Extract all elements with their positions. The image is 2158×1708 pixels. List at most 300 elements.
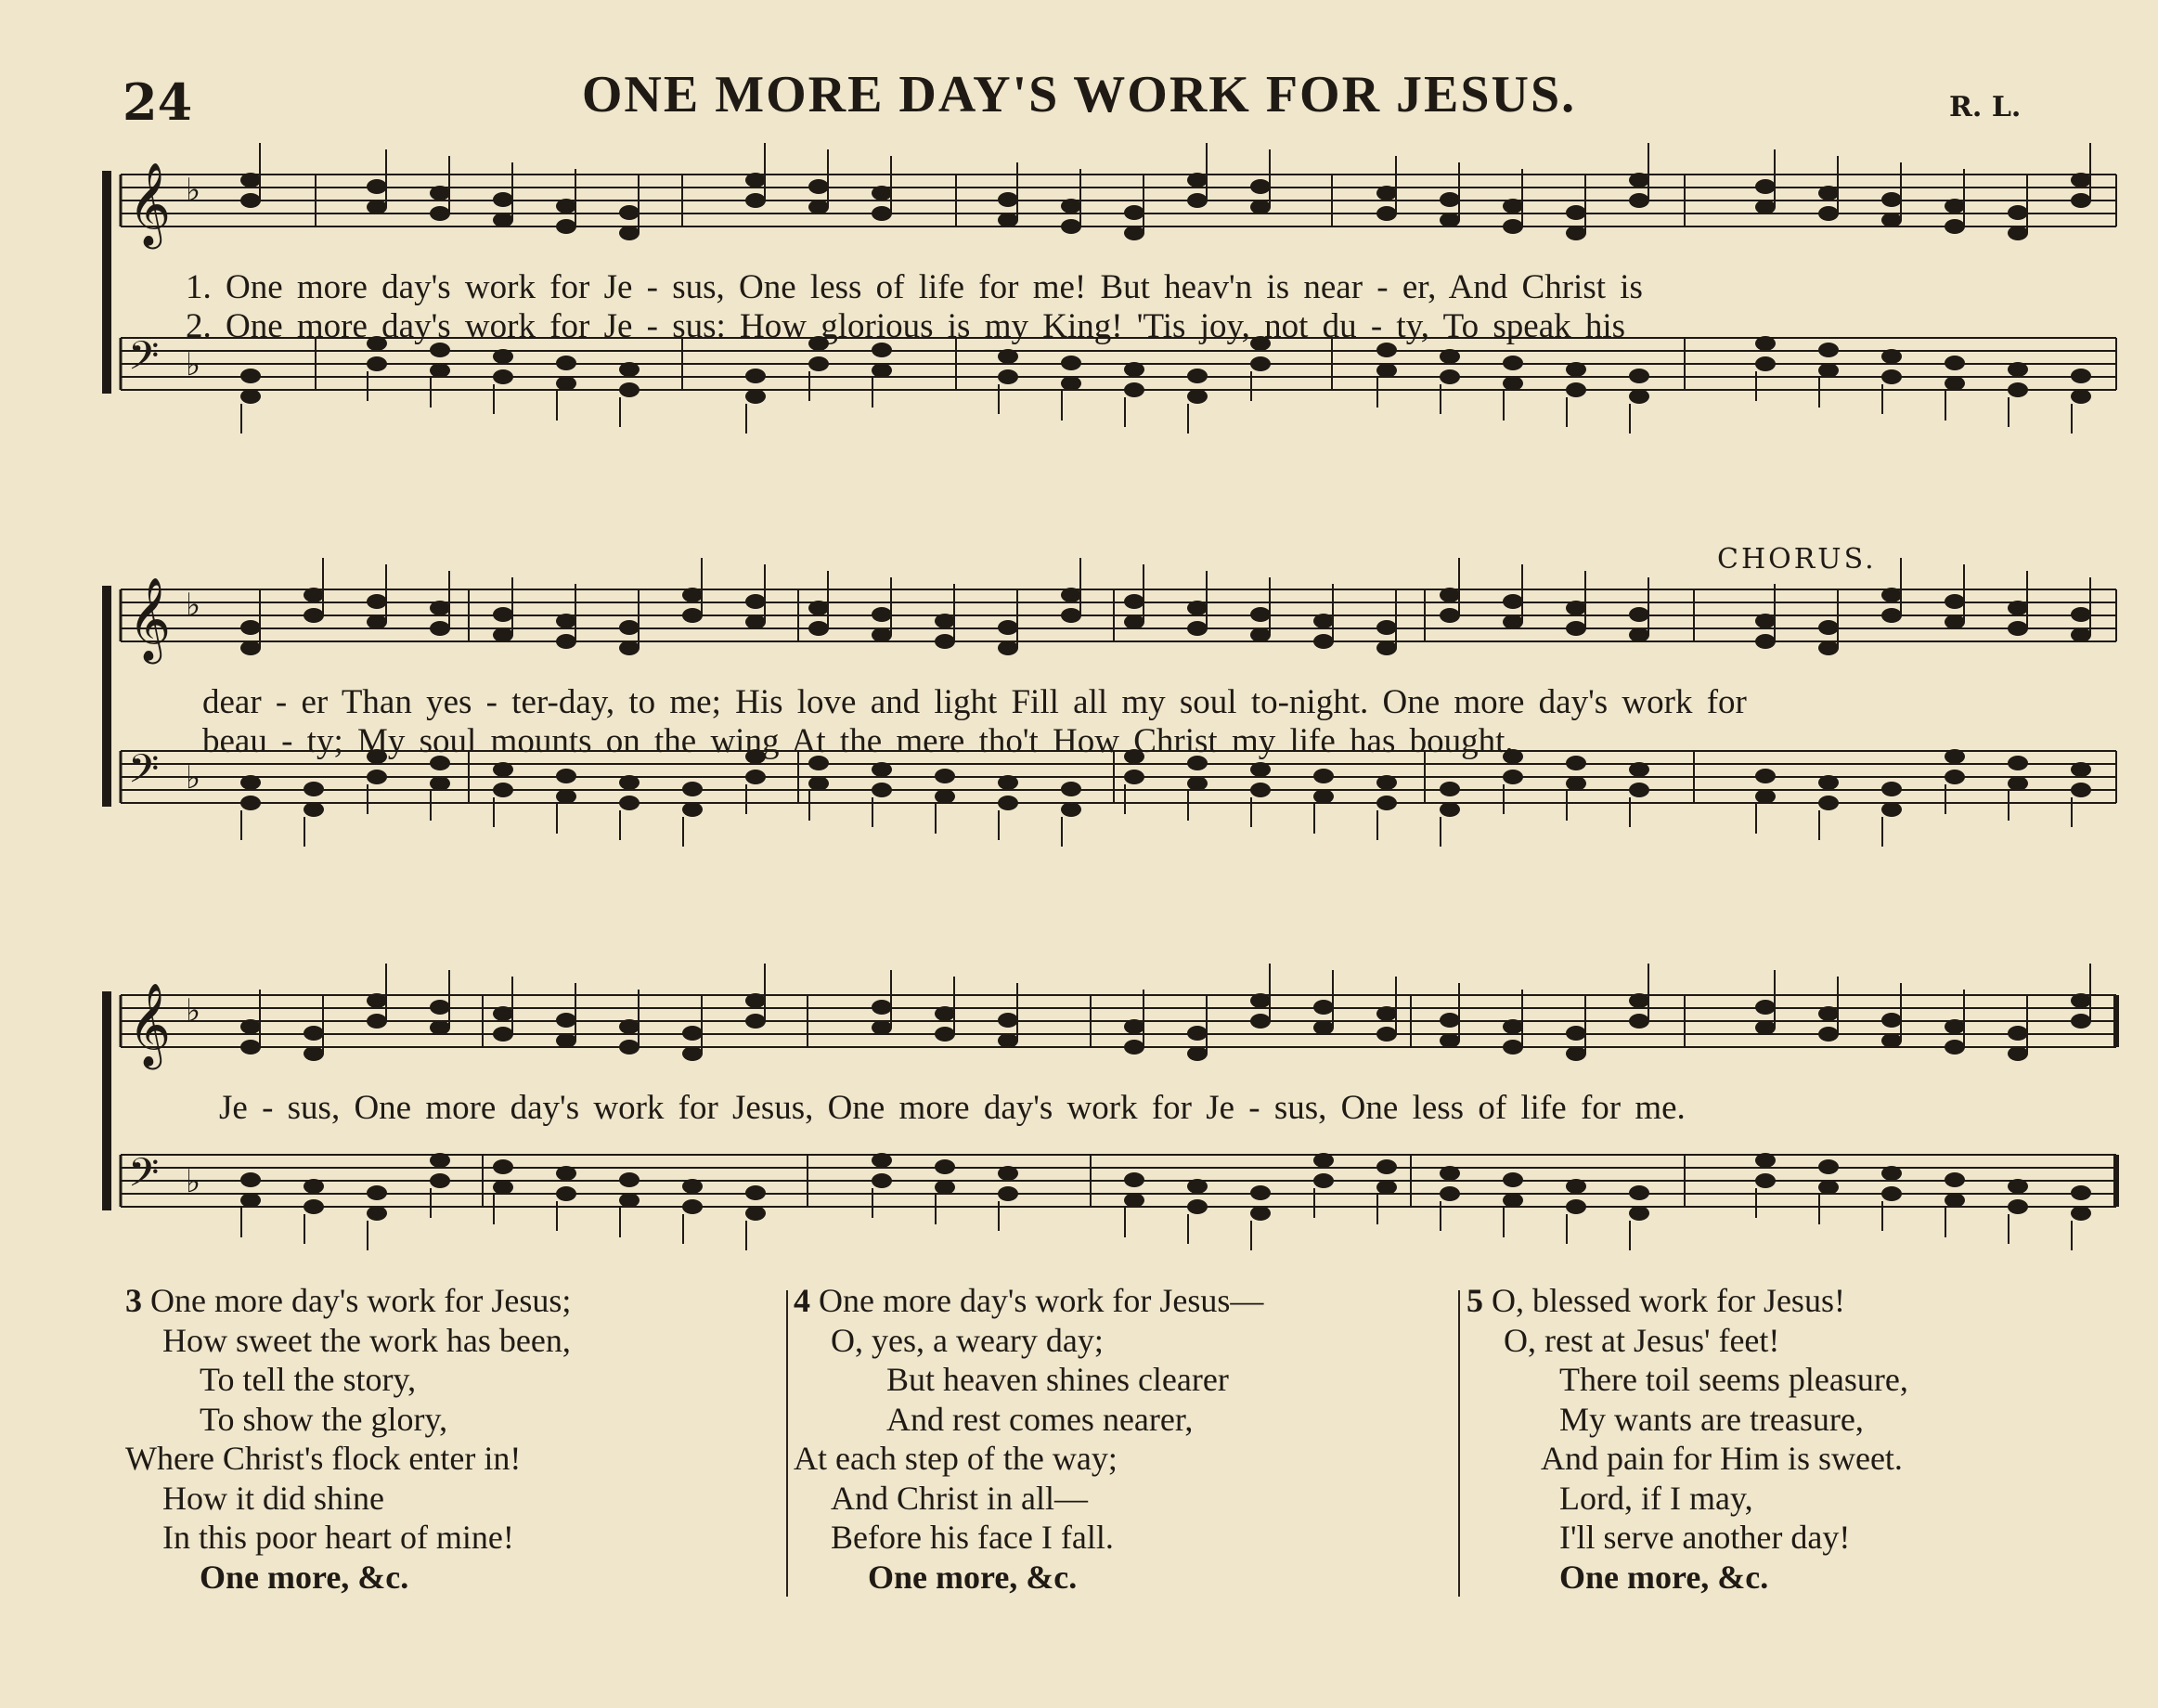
note-head — [2071, 193, 2091, 208]
note-head — [1250, 762, 1271, 777]
note-head — [304, 1179, 324, 1194]
note-head — [619, 382, 640, 397]
note-head — [1440, 1186, 1460, 1201]
stanza-line: O, blessed work for Jesus! — [1492, 1282, 1845, 1319]
note-head — [619, 640, 640, 655]
flat-icon: ♭ — [186, 992, 201, 1029]
note-head — [808, 621, 829, 636]
stanza-line: And pain for Him is sweet. — [1541, 1440, 1903, 1477]
note-head — [1187, 1026, 1208, 1041]
note-head — [1440, 213, 1460, 227]
note-head — [1881, 1033, 1902, 1048]
note-head — [430, 1020, 450, 1035]
note-head — [240, 1172, 261, 1187]
lyric-line-system1-verse1: 1. One more day's work for Je - sus, One less of life for me! But heav'n is near - er, And Christ is — [186, 268, 1643, 306]
stanza-line: To show the glory, — [200, 1400, 448, 1438]
note-head — [1818, 1006, 1839, 1021]
note-head — [998, 369, 1018, 384]
note-head — [1566, 205, 1586, 220]
note-head — [2008, 621, 2028, 636]
note-head — [1755, 1153, 1776, 1168]
note-head — [1755, 1000, 1776, 1015]
note-head — [1061, 782, 1081, 796]
note-head — [1376, 1027, 1397, 1042]
flat-icon: ♭ — [186, 1163, 201, 1200]
note-head — [1376, 206, 1397, 221]
note-head — [1440, 349, 1460, 364]
note-head — [1376, 186, 1397, 201]
note-head — [1629, 1014, 1649, 1029]
stanza-line: But heaven shines clearer — [886, 1361, 1229, 1398]
note-head — [745, 993, 766, 1008]
note-head — [998, 775, 1018, 790]
note-head — [1250, 1185, 1271, 1200]
note-head — [2071, 1014, 2091, 1029]
note-head — [808, 776, 829, 791]
note-head — [1755, 614, 1776, 628]
note-head — [556, 356, 576, 370]
note-head — [2008, 1046, 2028, 1061]
note-head — [1250, 179, 1271, 194]
note-head — [619, 620, 640, 635]
note-head — [1818, 1027, 1839, 1042]
note-head — [240, 369, 261, 383]
note-head — [619, 362, 640, 377]
stanza-number: 3 — [125, 1282, 142, 1319]
note-head — [2071, 628, 2091, 642]
note-head — [745, 1206, 766, 1221]
note-head — [1629, 193, 1649, 208]
note-head — [1566, 621, 1586, 636]
note-head — [2008, 382, 2028, 397]
note-head — [619, 1040, 640, 1055]
note-head — [808, 601, 829, 615]
note-head — [2071, 1185, 2091, 1200]
note-head — [1376, 775, 1397, 790]
note-head — [682, 802, 703, 817]
note-head — [2008, 776, 2028, 791]
note-head — [1503, 1040, 1523, 1055]
note-head — [808, 179, 829, 194]
note-head — [745, 615, 766, 629]
note-head — [304, 802, 324, 817]
note-head — [430, 621, 450, 636]
note-head — [1629, 993, 1649, 1008]
note-head — [808, 200, 829, 214]
stanza-line: O, yes, a weary day; — [831, 1321, 1104, 1359]
note-head — [1061, 199, 1081, 214]
note-head — [1755, 356, 1776, 371]
note-head — [2008, 756, 2028, 770]
note-head — [240, 1019, 261, 1034]
note-head — [2071, 993, 2091, 1008]
note-head — [1629, 173, 1649, 188]
note-head — [1503, 1172, 1523, 1187]
note-head — [1881, 1013, 1902, 1028]
note-head — [1629, 628, 1649, 642]
stanza-line: One more, &c. — [1559, 1558, 1769, 1596]
note-head — [1881, 782, 1902, 796]
note-head — [1945, 615, 1965, 629]
stanza-3 — [125, 1281, 571, 1597]
note-head — [1945, 376, 1965, 391]
note-head — [556, 219, 576, 234]
note-head — [1440, 369, 1460, 384]
note-head — [1503, 376, 1523, 391]
note-head — [1881, 349, 1902, 364]
note-head — [367, 200, 387, 214]
note-head — [1313, 1000, 1334, 1015]
note-head — [240, 1193, 261, 1208]
note-head — [1250, 356, 1271, 371]
note-head — [745, 193, 766, 208]
note-head — [367, 594, 387, 609]
note-head — [1440, 1166, 1460, 1181]
note-head — [998, 349, 1018, 364]
note-head — [1629, 783, 1649, 797]
note-head — [1376, 363, 1397, 378]
note-head — [1503, 1193, 1523, 1208]
note-head — [1755, 769, 1776, 783]
note-head — [556, 769, 576, 783]
note-head — [1061, 219, 1081, 234]
note-head — [872, 628, 892, 642]
note-head — [619, 226, 640, 240]
stanza-line: There toil seems pleasure, — [1559, 1361, 1908, 1398]
page-title: ONE MORE DAY'S WORK FOR JESUS. — [581, 66, 1577, 123]
note-head — [619, 1193, 640, 1208]
note-head — [1629, 369, 1649, 383]
note-head — [1503, 356, 1523, 370]
note-head — [1818, 775, 1839, 790]
note-head — [2071, 607, 2091, 622]
note-head — [1187, 369, 1208, 383]
note-head — [1250, 607, 1271, 622]
note-head — [1945, 356, 1965, 370]
note-head — [1566, 1179, 1586, 1194]
note-head — [240, 775, 261, 790]
note-head — [2008, 1199, 2028, 1214]
note-head — [493, 1180, 513, 1195]
stanza-line: Lord, if I may, — [1559, 1479, 1753, 1517]
note-head — [1818, 363, 1839, 378]
note-head — [872, 762, 892, 777]
note-head — [1566, 601, 1586, 615]
note-head — [1755, 200, 1776, 214]
note-head — [1187, 1199, 1208, 1214]
note-head — [1818, 620, 1839, 635]
note-head — [240, 389, 261, 404]
note-head — [1945, 219, 1965, 234]
note-head — [556, 376, 576, 391]
note-head — [1124, 1019, 1144, 1034]
note-head — [935, 769, 955, 783]
additional-stanzas — [116, 1281, 2065, 1615]
note-head — [1313, 1153, 1334, 1168]
note-head — [240, 1040, 261, 1055]
note-head — [2008, 226, 2028, 240]
note-head — [1061, 376, 1081, 391]
stanza-line: I'll serve another day! — [1559, 1519, 1851, 1556]
note-head — [1187, 193, 1208, 208]
flat-icon: ♭ — [186, 172, 201, 209]
note-head — [1566, 382, 1586, 397]
note-head — [872, 1000, 892, 1015]
note-head — [1881, 608, 1902, 623]
note-head — [2008, 362, 2028, 377]
note-head — [1250, 783, 1271, 797]
note-head — [1818, 1159, 1839, 1174]
note-head — [682, 782, 703, 796]
note-head — [430, 186, 450, 201]
note-head — [1376, 1006, 1397, 1021]
note-head — [2071, 783, 2091, 797]
lyric-line-system2-verse1: dear - er Than yes - ter-day, to me; His love and light Fill all my soul to-night. One more day's work for — [202, 683, 1747, 721]
note-head — [1566, 226, 1586, 240]
note-head — [1503, 770, 1523, 784]
stanza-line: My wants are treasure, — [1559, 1400, 1864, 1438]
note-head — [1818, 186, 1839, 201]
note-head — [493, 762, 513, 777]
note-head — [1313, 769, 1334, 783]
note-head — [1313, 789, 1334, 804]
note-head — [935, 789, 955, 804]
stanza-5 — [1467, 1281, 1908, 1597]
note-head — [2008, 205, 2028, 220]
note-head — [1061, 608, 1081, 623]
note-head — [1124, 1193, 1144, 1208]
flat-icon: ♭ — [186, 346, 201, 383]
note-head — [1061, 588, 1081, 602]
note-head — [872, 783, 892, 797]
note-head — [1945, 1193, 1965, 1208]
note-head — [1755, 789, 1776, 804]
note-head — [1440, 782, 1460, 796]
stanza-line: One more, &c. — [200, 1558, 409, 1596]
stanza-line: In this poor heart of mine! — [162, 1519, 514, 1556]
note-head — [1881, 588, 1902, 602]
note-head — [430, 206, 450, 221]
note-head — [745, 594, 766, 609]
note-head — [1881, 192, 1902, 207]
note-head — [1818, 640, 1839, 655]
note-head — [493, 607, 513, 622]
note-head — [682, 1179, 703, 1194]
stanza-line: And rest comes nearer, — [886, 1400, 1194, 1438]
note-head — [1124, 362, 1144, 377]
note-head — [1881, 213, 1902, 227]
note-head — [745, 389, 766, 404]
note-head — [1945, 594, 1965, 609]
note-head — [240, 173, 261, 188]
stanza-line: One more day's work for Jesus— — [819, 1282, 1264, 1319]
note-head — [1376, 1180, 1397, 1195]
note-head — [1061, 356, 1081, 370]
note-head — [1187, 1179, 1208, 1194]
flat-icon: ♭ — [186, 587, 201, 624]
note-head — [240, 193, 261, 208]
note-head — [556, 614, 576, 628]
note-head — [619, 1019, 640, 1034]
treble-clef-icon: 𝄞 — [128, 577, 172, 661]
note-head — [1187, 621, 1208, 636]
note-head — [430, 1173, 450, 1188]
note-head — [304, 608, 324, 623]
note-head — [1629, 1206, 1649, 1221]
note-head — [1818, 206, 1839, 221]
note-head — [556, 199, 576, 214]
note-head — [1818, 343, 1839, 357]
note-head — [1250, 628, 1271, 642]
note-head — [998, 213, 1018, 227]
note-head — [430, 601, 450, 615]
note-head — [493, 628, 513, 642]
note-head — [682, 1046, 703, 1061]
note-head — [1945, 1172, 1965, 1187]
note-head — [1376, 640, 1397, 655]
note-head — [935, 1027, 955, 1042]
note-head — [1818, 1180, 1839, 1195]
note-head — [1881, 802, 1902, 817]
note-head — [304, 1199, 324, 1214]
note-head — [1945, 1040, 1965, 1055]
note-head — [556, 1186, 576, 1201]
note-head — [1187, 389, 1208, 404]
note-head — [1313, 614, 1334, 628]
note-head — [493, 213, 513, 227]
note-head — [682, 588, 703, 602]
note-head — [1881, 1186, 1902, 1201]
bass-clef-icon: 𝄢 — [128, 333, 160, 389]
system-bracket — [102, 991, 111, 1210]
note-head — [1629, 607, 1649, 622]
note-head — [1250, 1206, 1271, 1221]
flat-icon: ♭ — [186, 759, 201, 796]
note-head — [619, 1172, 640, 1187]
note-head — [367, 770, 387, 784]
note-head — [1503, 1019, 1523, 1034]
note-head — [745, 1185, 766, 1200]
note-head — [1503, 219, 1523, 234]
stanza-line: Before his face I fall. — [831, 1519, 1114, 1556]
note-head — [1250, 1014, 1271, 1029]
note-head — [935, 1180, 955, 1195]
note-head — [304, 1046, 324, 1061]
note-head — [1250, 200, 1271, 214]
note-head — [556, 1033, 576, 1048]
note-head — [2071, 173, 2091, 188]
note-head — [430, 1153, 450, 1168]
note-head — [1124, 615, 1144, 629]
note-head — [1124, 382, 1144, 397]
bass-clef-icon: 𝄢 — [128, 746, 160, 802]
bass-clef-icon: 𝄢 — [128, 1150, 160, 1206]
note-head — [682, 1199, 703, 1214]
note-head — [619, 205, 640, 220]
note-head — [556, 1166, 576, 1181]
note-head — [1629, 389, 1649, 404]
lyric-line-system1-verse2: 2. One more day's work for Je - sus: How glorious is my King! 'Tis joy, not du - ty, To speak his — [186, 307, 1626, 345]
stanza-line: At each step of the way; — [794, 1440, 1118, 1477]
note-head — [1313, 634, 1334, 649]
note-head — [1124, 770, 1144, 784]
note-head — [367, 615, 387, 629]
note-head — [493, 369, 513, 384]
note-head — [1945, 770, 1965, 784]
note-head — [1566, 776, 1586, 791]
note-head — [935, 1159, 955, 1174]
stanza-number: 4 — [794, 1282, 810, 1319]
column-divider — [786, 1290, 788, 1597]
note-head — [1566, 1199, 1586, 1214]
note-head — [2071, 369, 2091, 383]
note-head — [2071, 762, 2091, 777]
note-head — [2071, 1206, 2091, 1221]
author-initials: R. L. — [1949, 91, 2022, 123]
note-head — [1818, 796, 1839, 810]
note-head — [430, 776, 450, 791]
treble-clef-icon: 𝄞 — [128, 162, 172, 246]
note-head — [1187, 173, 1208, 188]
note-head — [998, 192, 1018, 207]
stanza-line: And Christ in all— — [831, 1479, 1088, 1517]
note-head — [998, 1166, 1018, 1181]
lyric-line-system3-verse1: Je - sus, One more day's work for Jesus, One more day's work for Je - sus, One less of life for me. — [219, 1089, 1686, 1127]
note-head — [556, 789, 576, 804]
note-head — [430, 363, 450, 378]
note-head — [1755, 1020, 1776, 1035]
note-head — [2071, 389, 2091, 404]
note-head — [493, 1027, 513, 1042]
note-head — [1503, 615, 1523, 629]
stanza-line: O, rest at Jesus' feet! — [1504, 1321, 1780, 1359]
note-head — [493, 1159, 513, 1174]
note-head — [1124, 1172, 1144, 1187]
note-head — [1440, 1033, 1460, 1048]
note-head — [1629, 762, 1649, 777]
note-head — [935, 614, 955, 628]
note-head — [872, 363, 892, 378]
note-head — [872, 206, 892, 221]
stanza-line: How it did shine — [162, 1479, 384, 1517]
note-head — [872, 1153, 892, 1168]
note-head — [493, 783, 513, 797]
note-head — [1124, 226, 1144, 240]
note-head — [240, 796, 261, 810]
note-head — [1566, 362, 1586, 377]
note-head — [367, 1206, 387, 1221]
treble-clef-icon: 𝄞 — [128, 983, 172, 1067]
note-head — [1440, 192, 1460, 207]
note-head — [367, 356, 387, 371]
system-bracket — [102, 171, 111, 394]
note-head — [1187, 776, 1208, 791]
stanza-line: One more, &c. — [868, 1558, 1078, 1596]
stanza-4 — [794, 1281, 1263, 1597]
note-head — [1313, 1020, 1334, 1035]
note-head — [304, 588, 324, 602]
note-head — [1945, 1019, 1965, 1034]
page-number: 24 — [123, 72, 193, 132]
note-head — [872, 186, 892, 201]
note-head — [1945, 199, 1965, 214]
note-head — [1755, 179, 1776, 194]
note-head — [1566, 756, 1586, 770]
note-head — [998, 640, 1018, 655]
note-head — [872, 1020, 892, 1035]
note-head — [1124, 1040, 1144, 1055]
note-head — [430, 1000, 450, 1015]
